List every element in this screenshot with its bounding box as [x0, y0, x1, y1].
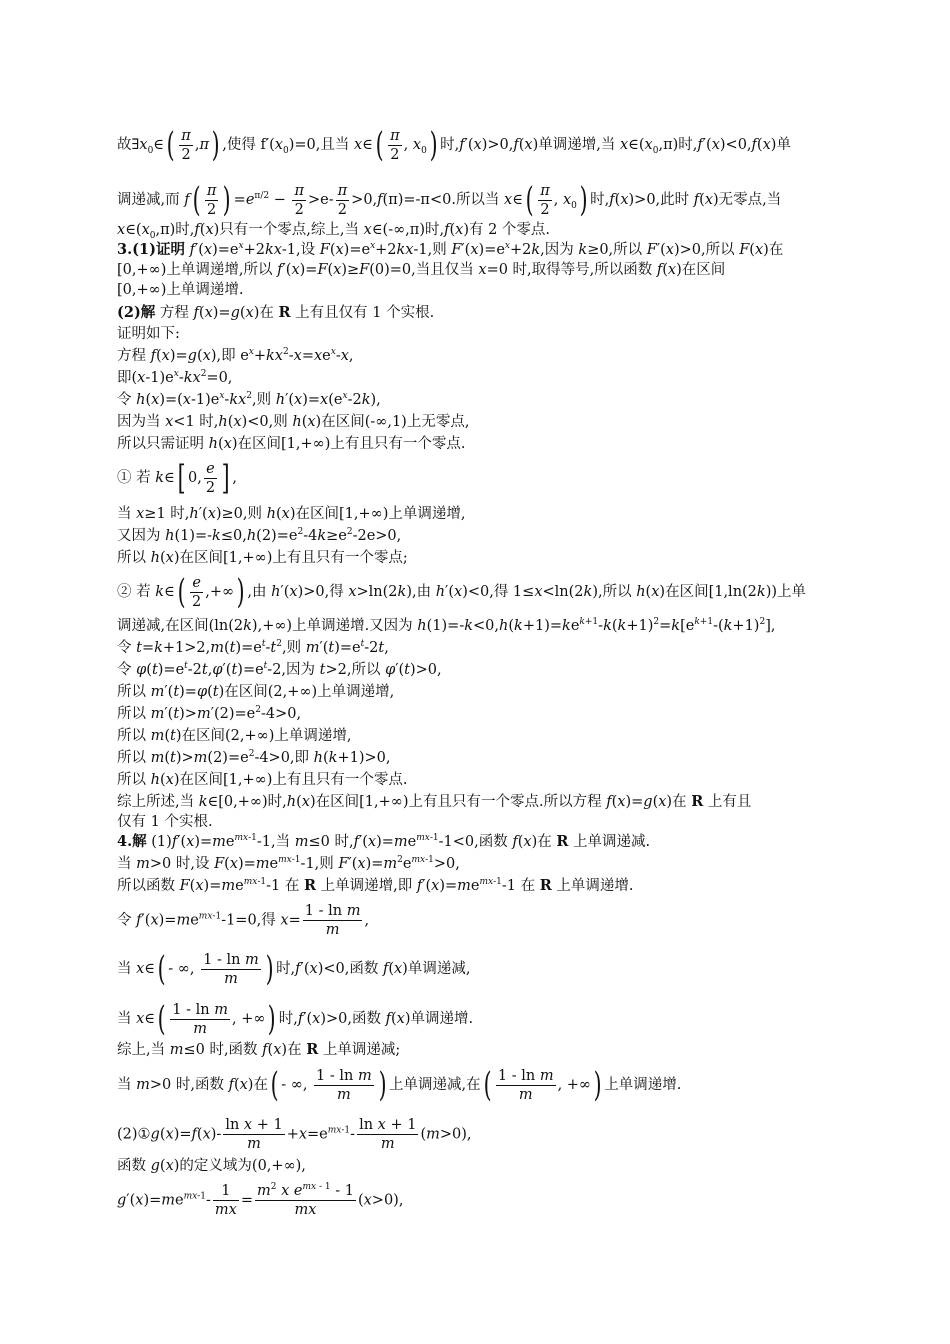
text-line: $x\in(x_0,\pi)$时,f(x)只有一个零点,综上,当 x∈(-∞,π)时,f(x)有 2 个零点.	[117, 222, 551, 241]
text-line: 综上所述,当 k∈[0,+∞)时,h(x)在区间[1,+∞)上有且只有一个零点.所以方程 f(x)=g(x)在 R 上有且	[117, 793, 752, 810]
text-line: 当 m>0 时,函数 f(x)在( - ∞, $\frac{\text{1 - ln m}}{m}$ ) 上单调递减,在( $\frac{\text{1 - ln m}}{m}$ , +∞) 上单调递增.	[117, 1065, 682, 1105]
text-line: 证明如下:	[117, 326, 180, 342]
part-label: (1)证明	[132, 241, 185, 258]
text-line: 所以 $m(t)>m(2)=e^2-4>0$,即 h(k+1)>0,	[117, 749, 391, 766]
text-line: 令 $f'(x)=me^{mx-1}-1=0$,得 x= $\frac{\text{1 - ln m}}{m}$ ,	[117, 903, 370, 938]
problem-number: 3	[117, 241, 128, 258]
text-line: (2)①g(x)=f(x)- $\frac{\text{ln x + 1}}{m}$ $+x=e^{mx-1}-$ $\frac{\text{ln x + 1}}{m}$ (m>0),	[117, 1117, 472, 1152]
text-line: 4.解 $(1)f'(x)=me^{mx-1}-1$,当 m≤0 时$,f'(x)=me^{mx-1}-1<0$,函数 f(x)在 R 上单调递减.	[117, 833, 651, 850]
text-line: [0,+∞)上单调递增,所以 f′(x)=F(x)≥F(0)=0,当且仅当 x=0 时,取得等号,所以函数 f(x)在区间	[117, 262, 726, 278]
text-line: $g'(x)=me^{mx-1}-$ $\frac{1}{mx}$ = $\frac{m^2 x e^{mx - 1} - 1}{mx}$ (x>0),	[117, 1182, 404, 1218]
text-line: 所以 h(x)在区间[1,+∞)上有且只有一个零点;	[117, 550, 408, 566]
text-line: 仅有 1 个实根.	[117, 814, 213, 830]
text-line: 当 x∈( - ∞, $\frac{\text{1 - ln m}}{m}$ ) 时,f′(x)<0,函数 f(x)单调递减,	[117, 949, 471, 989]
text-line: 又因为 $h(1)=-k\le 0,h(2)=e^2-4k\ge e^2-2e>0$,	[117, 527, 402, 544]
text-line: 所以 m′(t)=φ(t)在区间(2,+∞)上单调递增,	[117, 684, 395, 700]
text-line: 即$(x-1)e^x-kx^2=0$,	[117, 369, 233, 386]
text-line: 令 $\varphi(t)=e^t-2t,\varphi'(t)=e^t-2$,因为 t>2,所以 φ′(t)>0,	[117, 661, 442, 678]
text-line: 当 x∈( $\frac{\text{1 - ln m}}{m}$ , +∞) 时,f′(x)>0,函数 f(x)单调递增.	[117, 999, 474, 1039]
text-line: 故$\exists x_0\in$( $\frac{\pi}{2}$ ,π) ,使得 $f'(x_0)=0$,且当 x∈( $\frac{\pi}{2}$ , $x_0$) 时,f′(x)>0,f(x)单调递增,当 $x\in(x_0,\pi)$时,f′(x)<0,f(x)单	[117, 125, 791, 165]
text-line: 所以 h(x)在区间[1,+∞)上有且只有一个零点.	[117, 772, 408, 788]
text-line: 所以 $m'(t)>m'(2)=e^2-4>0$,	[117, 705, 302, 722]
text-line: (2)解 方程 f(x)=g(x)在 R 上有且仅有 1 个实根.	[117, 304, 435, 321]
text-line: 当 x≥1 时,h′(x)≥0,则 h(x)在区间[1,+∞)上单调递增,	[117, 506, 466, 522]
part-label: (2)解	[117, 304, 156, 321]
text-line: ② 若 k∈( $\frac{e}{2}$ ,+∞) ,由 h′(x)>0,得 x>ln(2k),由 h′(x)<0,得 1≤x<ln(2k),所以 h(x)在区间[1,ln(2k))上单	[117, 572, 807, 612]
text-line: 函数 g(x)的定义域为(0,+∞),	[117, 1158, 306, 1174]
text-line: 方程 f(x)=g(x),即 $e^x+kx^2-x=xe^x-x$,	[117, 347, 354, 364]
text-line: 调递减,在区间(ln(2k),+∞)上单调递增.又因为 $h(1)=-k<0,h(k+1)=ke^{k+1}-k(k+1)^2=k[e^{k+1}-(k+1)^2]$,	[117, 617, 776, 634]
text-line: 所以 m(t)在区间(2,+∞)上单调递增,	[117, 728, 352, 744]
part-label: 解	[132, 833, 147, 850]
text-line: 令 $t=k+1>2,m(t)=e^t-t^2$,则 $m'(t)=e^t-2t$,	[117, 639, 389, 656]
text-line: 3.(1)证明 $f'(x)=e^x+2kx-1$,设 $F(x)=e^x+2kx-1$,则 $F'(x)=e^x+2k$,因为 k≥0,所以 F′(x)>0,所以 F(x)在	[117, 241, 784, 258]
text-line: 令 $h(x)=(x-1)e^x-kx^2$,则 $h'(x)=x(e^x-2k)$,	[117, 391, 381, 408]
text-line: ① 若 k∈[ 0, $\frac{e}{2}$ ] ,	[117, 458, 237, 498]
text-line: 调递减,而 f( $\frac{\pi}{2}$ ) $=e^{\pi/2}$ − $\frac{\pi}{2}$ >e- $\frac{\pi}{2}$ >0,f(π)=-π<0.所以当 x∈( $\frac{\pi}{2}$ , $x_0$) 时,f(x)>0,此时 f(x)无零点,当	[117, 180, 782, 220]
text-line: 所以函数 $F(x)=me^{mx-1}-1$ 在 R 上单调递增,即 $f'(x)=me^{mx-1}-1$ 在 R 上单调递增.	[117, 877, 634, 894]
text-line: 当 m>0 时,设 $F(x)=me^{mx-1}-1$,则 $F'(x)=m^2e^{mx-1}>0$,	[117, 855, 460, 872]
text-line: [0,+∞)上单调递增.	[117, 282, 244, 298]
text-line: 综上,当 m≤0 时,函数 f(x)在 R 上单调递减;	[117, 1041, 401, 1058]
problem-number: 4	[117, 833, 128, 850]
text-line: 所以只需证明 h(x)在区间[1,+∞)上有且只有一个零点.	[117, 436, 466, 452]
text-line: 因为当 x<1 时,h(x)<0,则 h(x)在区间(-∞,1)上无零点,	[117, 414, 470, 430]
